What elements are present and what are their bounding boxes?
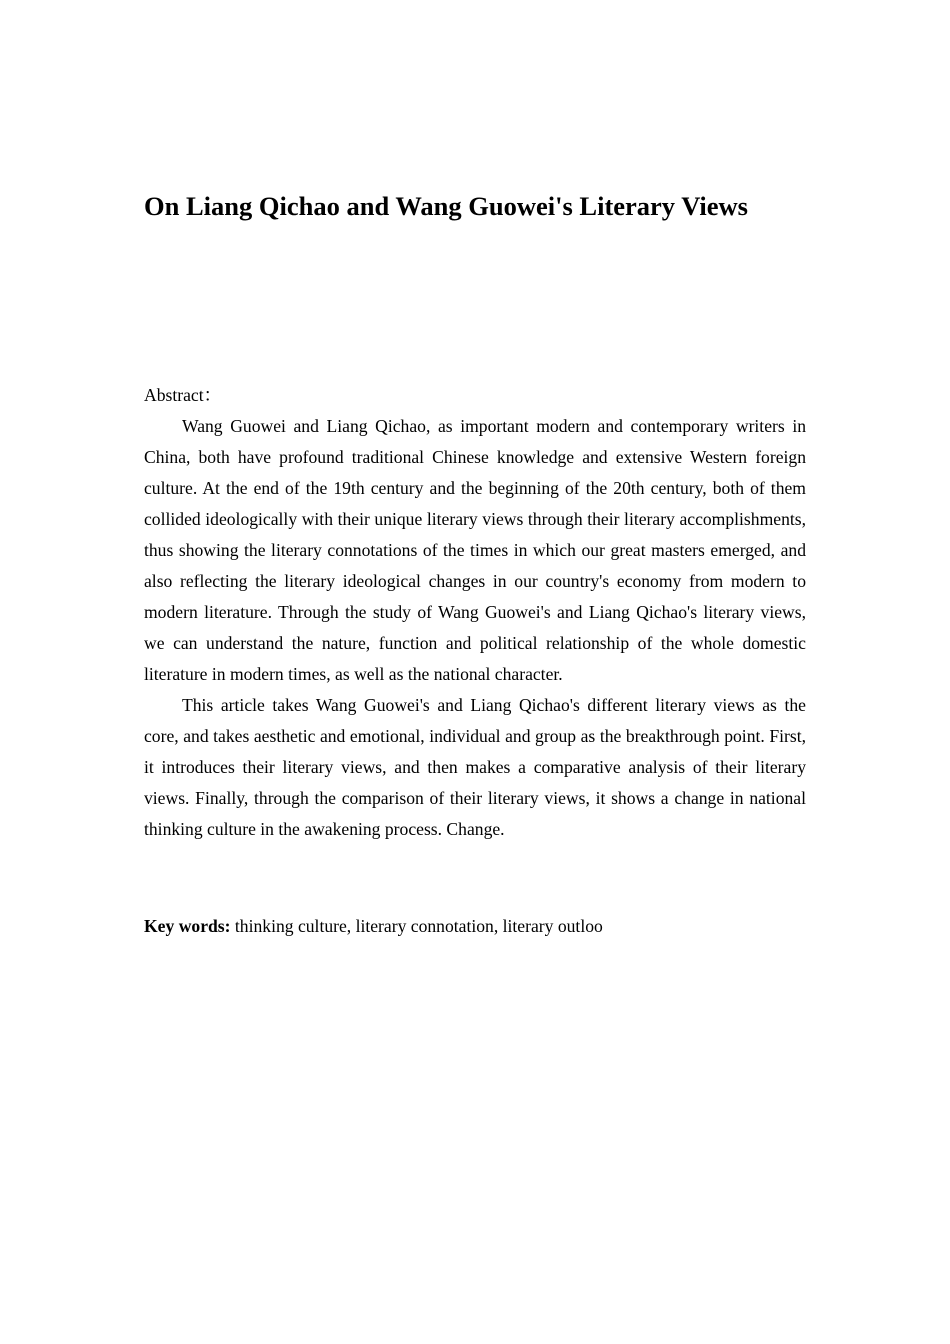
keywords-line <box>144 911 806 942</box>
abstract-label: Abstract： <box>144 385 222 405</box>
abstract-paragraph-1: Wang Guowei and Liang Qichao, as important modern and contemporary writers in China, both have profound traditional Chinese knowledge and extensive Western foreign culture. At the end of the 19th century and the beginning of the 20th century, both of them collided ideologically with their unique literary views through their literary accomplishments, thus showing the literary connotations of the times in which our great masters emerged, and also reflecting the literary ideological changes in our country's economy from modern to modern literature. Through the study of Wang Guowei's and Liang Qichao's literary views, we can understand the nature, function and political relationship of the whole domestic literature in modern times, as well as the national character. <box>144 416 806 684</box>
abstract-section <box>144 380 806 845</box>
keywords-text: thinking culture, literary connotation, literary outloo <box>230 916 603 936</box>
document-title: On Liang Qichao and Wang Guowei's Literary Views <box>144 191 748 221</box>
abstract-paragraph-2: This article takes Wang Guowei's and Liang Qichao's different literary views as the core, and takes aesthetic and emotional, individual and group as the breakthrough point. First, it introduces their literary views, and then makes a comparative analysis of their literary views. Finally, through the comparison of their literary views, it shows a change in national thinking culture in the awakening process. Change. <box>144 695 806 839</box>
keywords-label: Key words: <box>144 916 231 936</box>
